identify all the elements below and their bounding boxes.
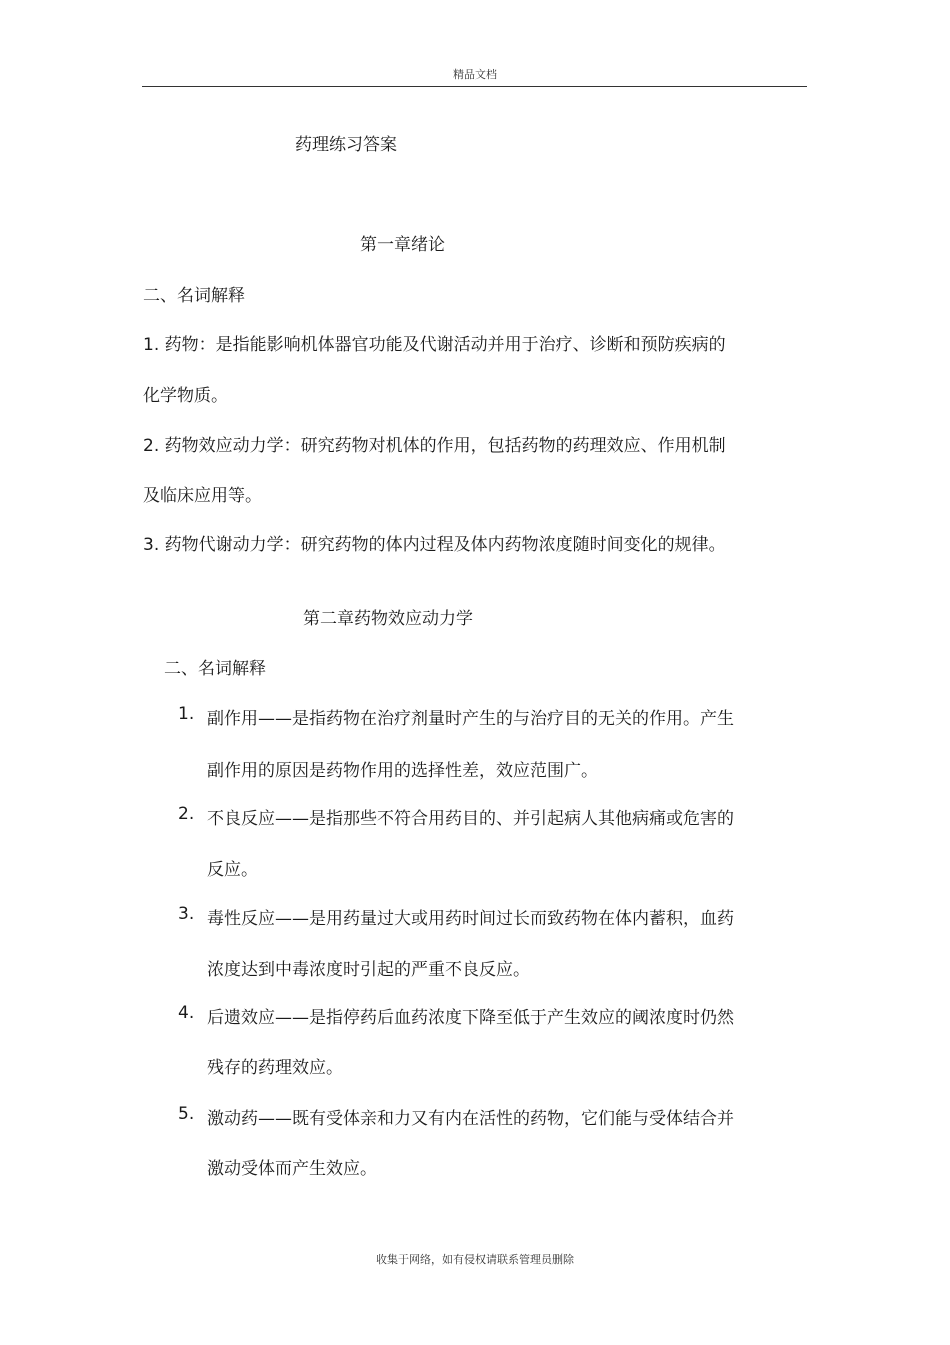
document-title: 药理练习答案 [295,135,397,155]
term-definition: 副作用——是指药物在治疗剂量时产生的与治疗目的无关的作用。产生 [207,709,734,729]
term-number: 4. [178,1003,195,1023]
term-number: 3. [178,904,195,924]
term-definition: 后遗效应——是指停药后血药浓度下降至低于产生效应的阈浓度时仍然 [207,1008,734,1028]
term-definition-continued: 浓度达到中毒浓度时引起的严重不良反应。 [207,960,530,980]
chapter-1-line: 及临床应用等。 [143,486,262,506]
term-definition-continued: 激动受体而产生效应。 [207,1159,377,1179]
term-number: 2. [178,804,195,824]
chapter-2-title: 第二章药物效应动力学 [303,609,473,629]
term-definition: 不良反应——是指那些不符合用药目的、并引起病人其他病痛或危害的 [207,809,734,829]
term-definition-continued: 副作用的原因是药物作用的选择性差，效应范围广。 [207,761,598,781]
chapter-1-line: 1. 药物：是指能影响机体器官功能及代谢活动并用于治疗、诊断和预防疾病的 [143,335,726,355]
term-definition: 毒性反应——是用药量过大或用药时间过长而致药物在体内蓄积，血药 [207,909,734,929]
chapter-1-section-heading: 二、名词解释 [143,286,245,306]
term-definition-continued: 反应。 [207,860,258,880]
term-number: 5. [178,1104,195,1124]
page-header: 精品文档 [453,68,497,81]
chapter-2-section-heading: 二、名词解释 [164,659,266,679]
term-definition: 激动药——既有受体亲和力又有内在活性的药物，它们能与受体结合并 [207,1109,734,1129]
chapter-1-title: 第一章绪论 [360,235,445,255]
term-definition-continued: 残存的药理效应。 [207,1058,343,1078]
header-divider [142,86,807,87]
page-footer: 收集于网络，如有侵权请联系管理员删除 [376,1253,574,1266]
chapter-1-line: 化学物质。 [143,386,228,406]
chapter-1-line: 2. 药物效应动力学：研究药物对机体的作用，包括药物的药理效应、作用机制 [143,436,726,456]
term-number: 1. [178,704,195,724]
chapter-1-line: 3. 药物代谢动力学：研究药物的体内过程及体内药物浓度随时间变化的规律。 [143,535,726,555]
